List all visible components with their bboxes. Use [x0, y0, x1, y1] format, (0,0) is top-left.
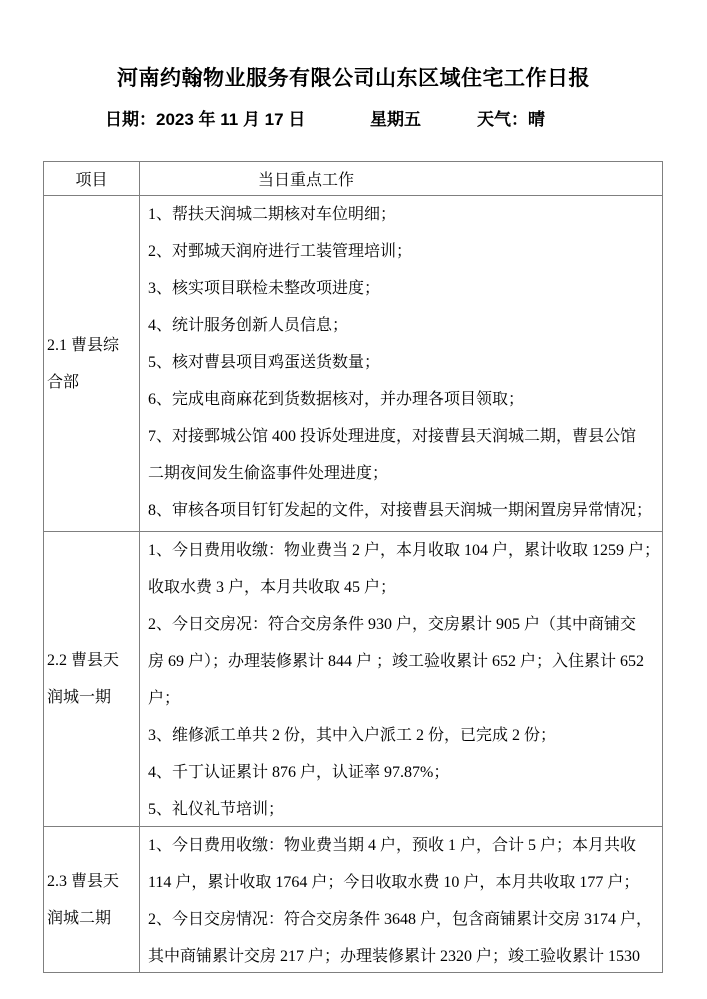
- page-title: 河南约翰物业服务有限公司山东区域住宅工作日报: [117, 67, 590, 90]
- row-work-items: [140, 196, 662, 531]
- work-item-line: 6、完成电商麻花到货数据核对，并办理各项目领取；: [148, 391, 525, 408]
- work-item-line: 房 69 户）；办理装修累计 844 户 ；竣工验收累计 652 户；入住累计 652: [148, 653, 645, 670]
- work-item-line: 1、今日费用收缴：物业费当期 4 户，预收 1 户，合计 5 户；本月共收: [148, 837, 637, 854]
- table-header-row: [44, 162, 662, 196]
- table-row: [44, 827, 662, 972]
- work-item-line: 户；: [148, 690, 181, 707]
- work-item-line: 2、对鄄城天润府进行工装管理培训；: [148, 243, 413, 260]
- row-work-items: [140, 827, 662, 972]
- row-label: [44, 196, 140, 531]
- row-label: [44, 827, 140, 972]
- row-label-line: 合部: [47, 373, 80, 391]
- work-item-line: 1、今日费用收缴：物业费当 2 户，本月收取 104 户，累计收取 1259 户；: [148, 542, 661, 559]
- row-label-line: 2.3 曹县天: [47, 872, 120, 890]
- header-project-column: 项目: [44, 162, 140, 195]
- date-field: 日期：2023 年 11 月 17 日: [105, 110, 306, 129]
- work-item-line: 4、统计服务创新人员信息；: [148, 317, 349, 334]
- work-item-line: 7、对接鄄城公馆 400 投诉处理进度，对接曹县天润城二期，曹县公馆: [148, 428, 637, 445]
- row-label: [44, 532, 140, 826]
- daily-report-table: [43, 161, 663, 973]
- work-item-line: 8、审核各项目钉钉发起的文件，对接曹县天润城一期闲置房异常情况；: [148, 502, 653, 519]
- row-label-line: 2.1 曹县综: [47, 336, 120, 354]
- work-item-line: 3、核实项目联检未整改项进度；: [148, 280, 381, 297]
- row-work-items: [140, 532, 662, 826]
- weekday-field: 星期五: [370, 110, 421, 129]
- row-label-line: 2.2 曹县天: [47, 652, 120, 669]
- meta-line: [0, 107, 707, 133]
- work-item-line: 其中商铺累计交房 217 户；办理装修累计 2320 户；竣工验收累计 1530: [148, 948, 641, 965]
- work-item-line: 4、千丁认证累计 876 户，认证率 97.87%；: [148, 764, 450, 781]
- work-item-line: 2、今日交房情况：符合交房条件 3648 户，包含商铺累计交房 3174 户，: [148, 911, 653, 928]
- work-item-line: 114 户，累计收取 1764 户；今日收取水费 10 户，本月共收取 177 户；: [148, 874, 640, 891]
- row-label-line: 润城一期: [47, 689, 112, 706]
- work-item-line: 2、今日交房况：符合交房条件 930 户，交房累计 905 户（其中商铺交: [148, 616, 637, 633]
- weather-field: 天气：晴: [477, 110, 545, 129]
- work-item-line: 1、帮扶天润城二期核对车位明细；: [148, 206, 397, 223]
- work-item-line: 3、维修派工单共 2 份，其中入户派工 2 份，已完成 2 份；: [148, 727, 557, 744]
- work-item-line: 5、礼仪礼节培训；: [148, 801, 285, 818]
- work-item-line: 收取水费 3 户，本月共收取 45 户；: [148, 579, 397, 596]
- header-work-column: 当日重点工作: [258, 172, 355, 189]
- table-row: [44, 532, 662, 827]
- work-item-line: 二期夜间发生偷盗事件处理进度；: [148, 465, 389, 482]
- work-item-line: 5、核对曹县项目鸡蛋送货数量；: [148, 354, 381, 371]
- row-label-line: 润城二期: [47, 909, 112, 927]
- table-row: [44, 196, 662, 532]
